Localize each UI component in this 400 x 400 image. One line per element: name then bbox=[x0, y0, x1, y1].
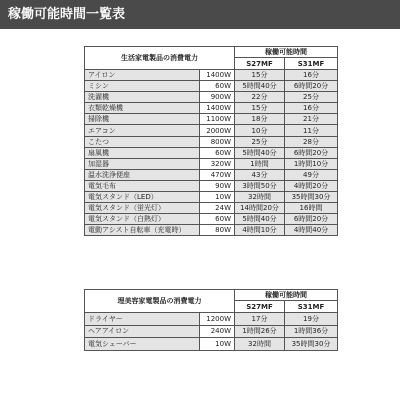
wattage-cell: 1100W bbox=[200, 114, 235, 125]
appliance-name-cell: 掃除機 bbox=[85, 114, 200, 125]
s27mf-runtime-cell: 25分 bbox=[235, 136, 285, 147]
wattage-cell: 1200W bbox=[200, 313, 235, 326]
wattage-cell: 90W bbox=[200, 180, 235, 191]
s27mf-runtime-cell: 1時間26分 bbox=[235, 325, 285, 338]
wattage-cell: 60W bbox=[200, 214, 235, 225]
wattage-cell: 800W bbox=[200, 136, 235, 147]
s27mf-runtime-cell: 5時間40分 bbox=[235, 81, 285, 92]
wattage-cell: 320W bbox=[200, 158, 235, 169]
beauty-appliance-runtime-table bbox=[84, 289, 338, 351]
table-row bbox=[85, 92, 338, 103]
s31mf-runtime-cell: 1時間36分 bbox=[285, 325, 338, 338]
s27mf-runtime-cell: 43分 bbox=[235, 169, 285, 180]
s27mf-runtime-cell: 5時間40分 bbox=[235, 214, 285, 225]
appliance-name-cell: アイロン bbox=[85, 70, 200, 81]
wattage-cell: 470W bbox=[200, 169, 235, 180]
s27mf-runtime-cell: 32時間 bbox=[235, 338, 285, 351]
s31mf-runtime-cell: 11分 bbox=[285, 125, 338, 136]
s31mf-runtime-cell: 28分 bbox=[285, 136, 338, 147]
appliance-name-cell: 温水洗浄便座 bbox=[85, 169, 200, 180]
s27mf-runtime-cell: 32時間 bbox=[235, 192, 285, 203]
appliance-name-cell: 電気スタンド（蛍光灯） bbox=[85, 203, 200, 214]
appliance-name-cell: ドライヤー bbox=[85, 313, 200, 326]
s31mf-runtime-cell: 4時間40分 bbox=[285, 225, 338, 236]
appliance-runtime-table bbox=[84, 46, 338, 236]
table-row bbox=[85, 225, 338, 236]
appliance-name-cell: 加湿器 bbox=[85, 158, 200, 169]
s27mf-runtime-cell: 18分 bbox=[235, 114, 285, 125]
s31mf-runtime-cell: 16分 bbox=[285, 103, 338, 114]
appliance-name-cell: 電気毛布 bbox=[85, 180, 200, 191]
appliance-name-cell: こたつ bbox=[85, 136, 200, 147]
model-s31mf-header: S31MF bbox=[285, 58, 338, 70]
wattage-cell: 900W bbox=[200, 92, 235, 103]
s31mf-runtime-cell: 6時間20分 bbox=[285, 214, 338, 225]
s31mf-runtime-cell: 21分 bbox=[285, 114, 338, 125]
s31mf-runtime-cell: 1時間10分 bbox=[285, 158, 338, 169]
s31mf-runtime-cell: 49分 bbox=[285, 169, 338, 180]
wattage-cell: 2000W bbox=[200, 125, 235, 136]
table-row bbox=[85, 125, 338, 136]
wattage-cell: 1400W bbox=[200, 103, 235, 114]
s27mf-runtime-cell: 3時間50分 bbox=[235, 180, 285, 191]
page-title bbox=[0, 0, 400, 29]
table-row bbox=[85, 203, 338, 214]
table-row bbox=[85, 103, 338, 114]
s31mf-runtime-cell: 6時間20分 bbox=[285, 147, 338, 158]
model-s27mf-header: S27MF bbox=[235, 301, 285, 313]
wattage-cell: 80W bbox=[200, 225, 235, 236]
s27mf-runtime-cell: 22分 bbox=[235, 92, 285, 103]
appliance-name-cell: エアコン bbox=[85, 125, 200, 136]
table-row bbox=[85, 338, 338, 351]
s27mf-runtime-cell: 17分 bbox=[235, 313, 285, 326]
s31mf-runtime-cell: 19分 bbox=[285, 313, 338, 326]
s31mf-runtime-cell: 35時間30分 bbox=[285, 338, 338, 351]
appliance-name-cell: 衣類乾燥機 bbox=[85, 103, 200, 114]
wattage-cell: 24W bbox=[200, 203, 235, 214]
s27mf-runtime-cell: 1時間 bbox=[235, 158, 285, 169]
wattage-cell: 10W bbox=[200, 192, 235, 203]
appliance-name-cell: ヘアアイロン bbox=[85, 325, 200, 338]
table-row bbox=[85, 214, 338, 225]
s27mf-runtime-cell: 10分 bbox=[235, 125, 285, 136]
wattage-cell: 60W bbox=[200, 147, 235, 158]
appliance-name-cell: 電気スタンド（LED） bbox=[85, 192, 200, 203]
s27mf-runtime-cell: 5時間40分 bbox=[235, 147, 285, 158]
table-row bbox=[85, 180, 338, 191]
runtime-group-header: 稼働可能時間 bbox=[235, 290, 338, 301]
table-row bbox=[85, 192, 338, 203]
table-row bbox=[85, 70, 338, 81]
wattage-cell: 240W bbox=[200, 325, 235, 338]
model-s31mf-header: S31MF bbox=[285, 301, 338, 313]
appliance-name-cell: 電気シェーバー bbox=[85, 338, 200, 351]
s31mf-runtime-cell: 4時間20分 bbox=[285, 180, 338, 191]
table-row bbox=[85, 81, 338, 92]
s31mf-runtime-cell: 16分 bbox=[285, 70, 338, 81]
s31mf-runtime-cell: 25分 bbox=[285, 92, 338, 103]
wattage-cell: 60W bbox=[200, 81, 235, 92]
page-title-text: 稼働可能時間一覧表 bbox=[8, 7, 126, 22]
s31mf-runtime-cell: 6時間20分 bbox=[285, 81, 338, 92]
table-row bbox=[85, 136, 338, 147]
s27mf-runtime-cell: 14時間20分 bbox=[235, 203, 285, 214]
table-row bbox=[85, 325, 338, 338]
appliance-name-cell: 洗濯機 bbox=[85, 92, 200, 103]
appliance-name-cell: ミシン bbox=[85, 81, 200, 92]
appliance-name-cell: 電動アシスト自転車（充電時） bbox=[85, 225, 200, 236]
wattage-cell: 1400W bbox=[200, 70, 235, 81]
s31mf-runtime-cell: 35時間30分 bbox=[285, 192, 338, 203]
appliance-name-cell: 扇風機 bbox=[85, 147, 200, 158]
wattage-cell: 10W bbox=[200, 338, 235, 351]
table-row bbox=[85, 169, 338, 180]
appliance-name-cell: 電気スタンド（白熱灯） bbox=[85, 214, 200, 225]
table-row bbox=[85, 158, 338, 169]
s27mf-runtime-cell: 15分 bbox=[235, 70, 285, 81]
s27mf-runtime-cell: 4時間10分 bbox=[235, 225, 285, 236]
model-s27mf-header: S27MF bbox=[235, 58, 285, 70]
s27mf-runtime-cell: 15分 bbox=[235, 103, 285, 114]
table-row bbox=[85, 114, 338, 125]
table-row bbox=[85, 147, 338, 158]
runtime-group-header: 稼働可能時間 bbox=[235, 47, 338, 58]
category-header: 生活家電製品の消費電力 bbox=[85, 47, 235, 70]
category-header: 理美容家電製品の消費電力 bbox=[85, 290, 235, 313]
table-row bbox=[85, 313, 338, 326]
s31mf-runtime-cell: 16時間 bbox=[285, 203, 338, 214]
